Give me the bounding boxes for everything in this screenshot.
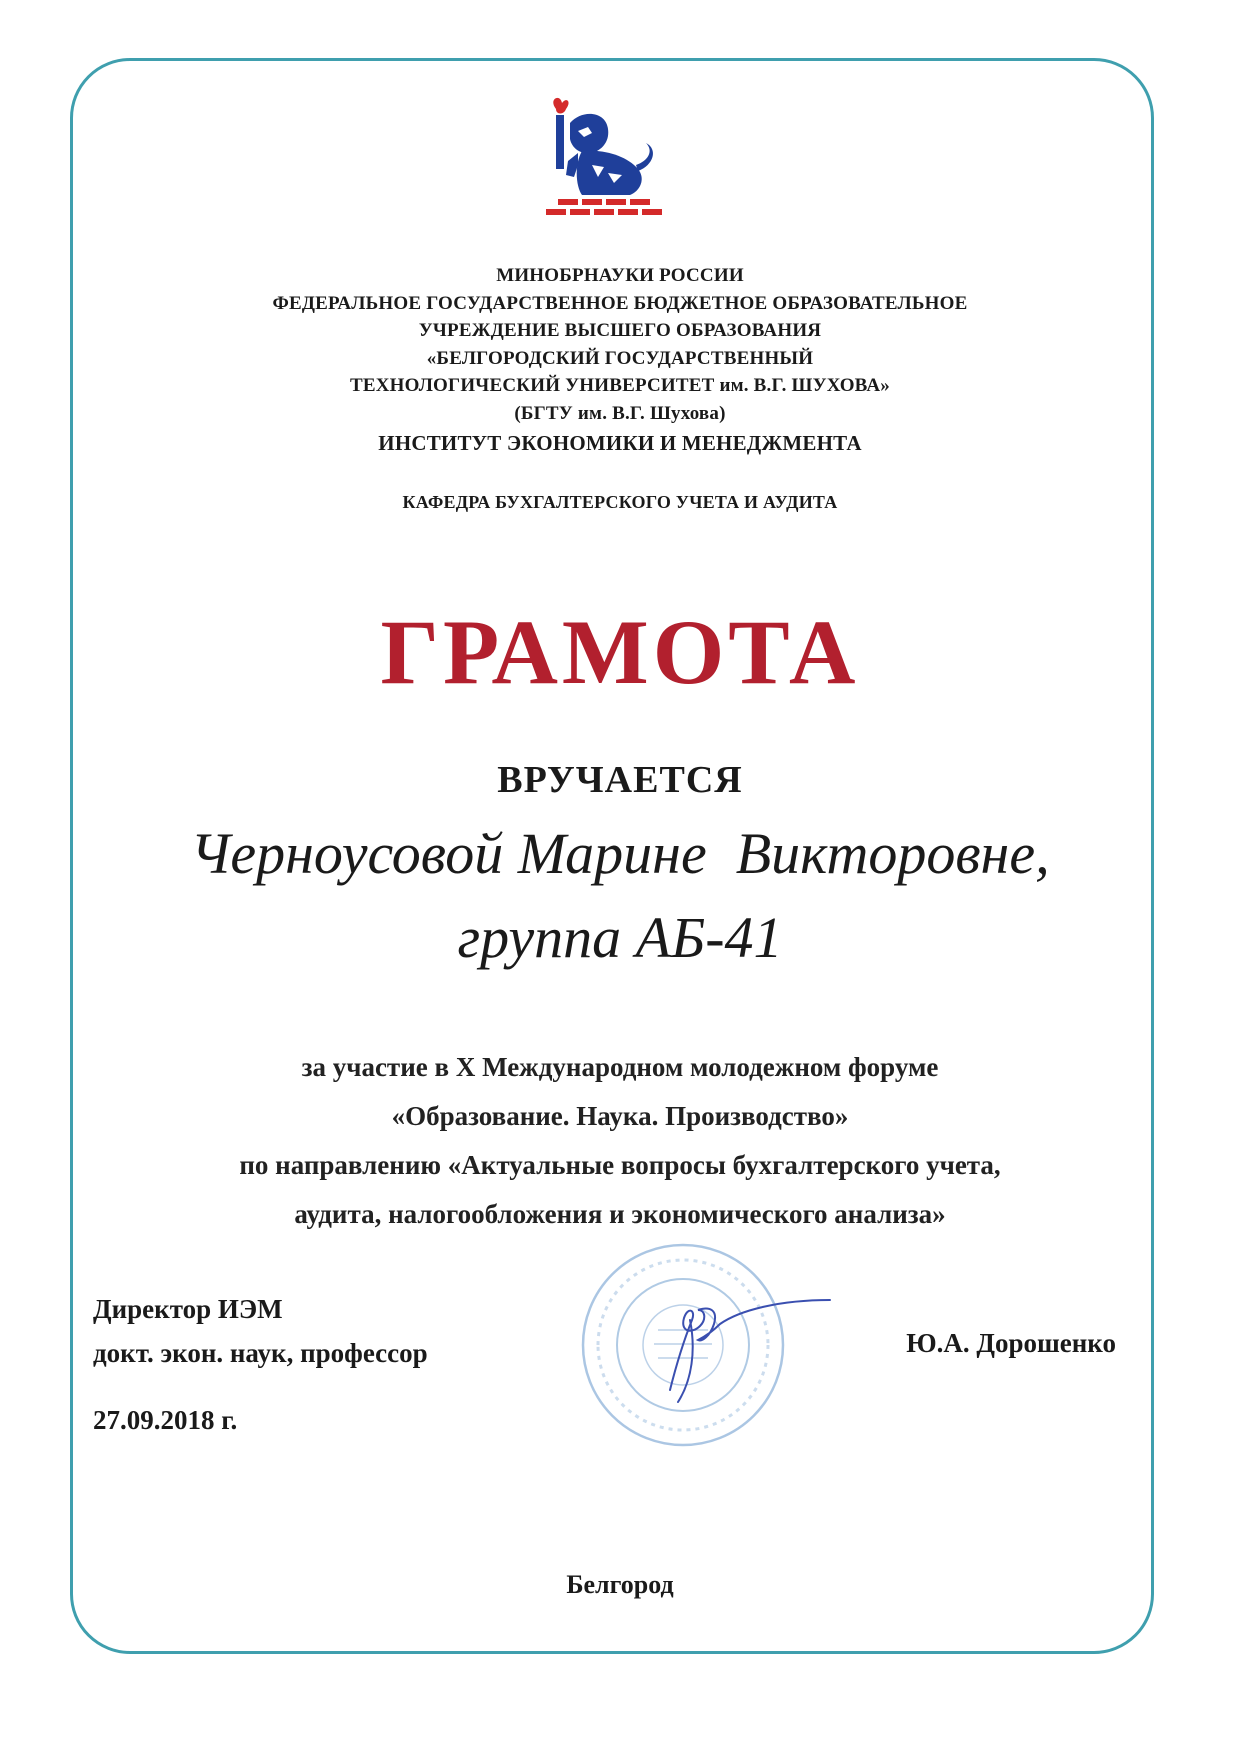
header-line: МИНОБРНАУКИ РОССИИ bbox=[496, 265, 744, 286]
header-line: УЧРЕЖДЕНИЕ ВЫСШЕГО ОБРАЗОВАНИЯ bbox=[418, 320, 822, 342]
header-line: «БЕЛГОРОДСКИЙ ГОСУДАРСТВЕННЫЙ bbox=[426, 347, 814, 369]
reason-line: аудита, налогообложения и экономического анализа» bbox=[294, 1199, 946, 1229]
certificate-title: ГРАМОТА bbox=[380, 601, 860, 703]
recipient-name: Черноусовой Марине Викторовне, bbox=[190, 821, 1050, 886]
institution-header bbox=[0, 262, 1240, 458]
reason-line: за участие в X Международном молодежном форуме bbox=[301, 1052, 939, 1082]
lion-with-torch-logo bbox=[542, 95, 666, 227]
recipient-group: группа АБ-41 bbox=[457, 905, 783, 970]
institute-name: ИНСТИТУТ ЭКОНОМИКИ И МЕНЕДЖМЕНТА bbox=[378, 430, 862, 455]
issue-date: 27.09.2018 г. bbox=[93, 1405, 238, 1435]
header-line: ФЕДЕРАЛЬНОЕ ГОСУДАРСТВЕННОЕ БЮДЖЕТНОЕ ОБРАЗОВАТЕЛЬНОЕ bbox=[272, 292, 968, 314]
signatory-position: Директор ИЭМ bbox=[93, 1294, 283, 1324]
signature bbox=[640, 1270, 840, 1410]
awarded-label: ВРУЧАЕТСЯ bbox=[497, 759, 743, 801]
department-name: КАФЕДРА БУХГАЛТЕРСКОГО УЧЕТА И АУДИТА bbox=[402, 492, 838, 512]
signatory-degree: докт. экон. наук, профессор bbox=[93, 1338, 428, 1368]
reason-line: по направлению «Актуальные вопросы бухгалтерского учета, bbox=[239, 1150, 1001, 1180]
header-line: ТЕХНОЛОГИЧЕСКИЙ УНИВЕРСИТЕТ им. В.Г. ШУХОВА» bbox=[350, 375, 890, 397]
signatory-name: Ю.А. Дорошенко bbox=[906, 1328, 1116, 1358]
signatory-title bbox=[93, 1287, 428, 1375]
award-reason bbox=[0, 1043, 1240, 1239]
recipient bbox=[0, 812, 1240, 980]
city-name: Белгород bbox=[566, 1570, 674, 1599]
header-line: (БГТУ им. В.Г. Шухова) bbox=[514, 402, 726, 424]
reason-line: «Образование. Наука. Производство» bbox=[391, 1101, 849, 1131]
